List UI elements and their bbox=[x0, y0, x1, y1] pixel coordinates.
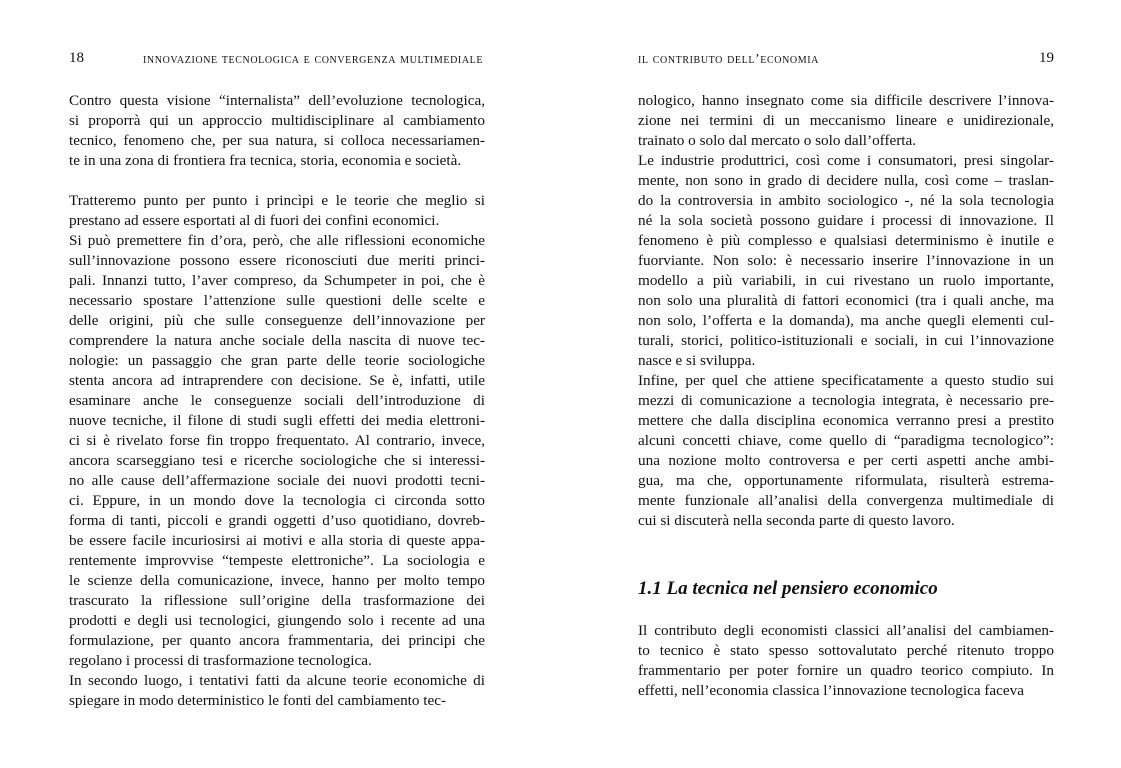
paragraph bbox=[638, 151, 1054, 371]
text-line: spiegare in modo deterministico le fonti del cambiamento tec- bbox=[69, 692, 447, 709]
text-line: né la sola società possono guidare i processi di innovazione. Il bbox=[638, 212, 1054, 229]
text-line: trainato o solo dal mercato o solo dall’offerta. bbox=[638, 132, 917, 149]
text-line: turali, storici, politico-istituzionali e sociali, in cui l’innovazione bbox=[638, 332, 1054, 349]
left-page-header bbox=[69, 49, 485, 69]
text-line: mente, non sono in grado di decidere nulla, così come – traslan- bbox=[638, 172, 1054, 189]
text-line: rentemente improvvise “tempeste elettroniche”. La sociologia e bbox=[69, 552, 485, 569]
text-line: alcuni concetti chiave, come quello di “paradigma tecnologico”: bbox=[638, 432, 1054, 449]
text-line: Tratteremo punto per punto i princìpi e le teorie che meglio si bbox=[69, 192, 485, 209]
section-heading: 1.1 La tecnica nel pensiero economico bbox=[638, 578, 938, 599]
paragraph bbox=[638, 371, 1054, 531]
text-line: nologico, hanno insegnato come sia difficile descrivere l’innova- bbox=[638, 92, 1054, 109]
paragraph-gap bbox=[69, 171, 485, 191]
paragraph bbox=[69, 91, 485, 171]
text-line: forma di tanti, piccoli e grandi oggetti d’uso quotidiano, dovreb- bbox=[69, 512, 485, 529]
text-line: ci si è rivelato forse fin troppo frequentato. Al contrario, invece, bbox=[69, 432, 485, 449]
left-running-header: innovazione tecnologica e convergenza multimediale bbox=[143, 52, 484, 67]
text-line: to tecnico è stato spesso sottovalutato perché ritenuto troppo bbox=[638, 642, 1054, 659]
text-line: formulazione, per quanto ancora frammentaria, dei principi che bbox=[69, 632, 485, 649]
right-page-header bbox=[638, 49, 1054, 69]
text-line: effetti, nell’economia classica l’innovazione tecnologica faceva bbox=[638, 682, 1024, 699]
text-line: fuorviante. Non solo: è necessario inserire l’innovazione in un bbox=[638, 252, 1054, 269]
left-page-number: 18 bbox=[69, 50, 84, 66]
paragraph bbox=[69, 231, 485, 671]
text-line: frammentario per poter fornire un quadro teorico compiuto. In bbox=[638, 662, 1054, 679]
text-line: tecnico, fenomeno che, per sua natura, si colloca necessariamen- bbox=[69, 132, 485, 149]
text-line: mente funzionale all’analisi della convergenza multimediale di bbox=[638, 492, 1054, 509]
text-line: necessario spostare l’attenzione sulle questioni delle scelte e bbox=[69, 292, 485, 309]
text-line: le scienze della comunicazione, invece, hanno per molto tempo bbox=[69, 572, 485, 589]
paragraph bbox=[638, 91, 1054, 151]
left-page bbox=[69, 0, 485, 768]
text-line: non solo, l’offerta e la domanda), ma anche quegli elementi cul- bbox=[638, 312, 1054, 329]
text-line: sull’innovazione possono essere riconosciuti due meriti princi- bbox=[69, 252, 485, 269]
section-spacer-top bbox=[638, 531, 1054, 577]
paragraph bbox=[638, 621, 1054, 701]
text-line: Le industrie produttrici, così come i consumatori, presi singolar- bbox=[638, 152, 1054, 169]
text-line: regolano i processi di trasformazione tecnologica. bbox=[69, 652, 372, 669]
text-line: una nozione molto controversa e per certi aspetti anche ambi- bbox=[638, 452, 1054, 469]
text-line: prestano ad essere esportati al di fuori dei confini economici. bbox=[69, 212, 440, 229]
right-page-number: 19 bbox=[1039, 50, 1054, 66]
text-line: modello a più variabili, in cui rivestano un ruolo importante, bbox=[638, 272, 1054, 289]
text-line: prodotti e degli usi tecnologici, giungendo solo i recente ad una bbox=[69, 612, 485, 629]
text-line: ancora scarseggiano tesi e ricerche sociologiche che si interessi- bbox=[69, 452, 485, 469]
text-line: Infine, per quel che attiene specificatamente a questo studio sui bbox=[638, 372, 1054, 389]
text-line: cui si discuterà nella seconda parte di questo lavoro. bbox=[638, 512, 955, 529]
text-line: trascurato la riflessione sull’origine della trasformazione dei bbox=[69, 592, 485, 609]
text-line: ci. Eppure, in un mondo dove la tecnologia ci circonda sotto bbox=[69, 492, 485, 509]
text-line: si proporrà qui un approccio multidisciplinare al cambiamento bbox=[69, 112, 485, 129]
text-line: mettere che dalla disciplina economica verranno presi a prestito bbox=[638, 412, 1054, 429]
text-line: stenta ancora ad intraprendere con decisione. Se è, infatti, utile bbox=[69, 372, 485, 389]
text-line: non solo una pluralità di fattori economici (tra i quali anche, ma bbox=[638, 292, 1054, 309]
text-line: pali. Innanzi tutto, l’aver compreso, da Schumpeter in poi, che è bbox=[69, 272, 485, 289]
text-line: zione nei termini di un meccanismo lineare e unidirezionale, bbox=[638, 112, 1054, 129]
text-line: be essere facile incuriosirsi ai motivi e alla storia di queste appa- bbox=[69, 532, 485, 549]
section-spacer-bottom bbox=[638, 601, 1054, 621]
text-line: In secondo luogo, i tentativi fatti da alcune teorie economiche di bbox=[69, 672, 485, 689]
text-line: gua, ma che, opportunamente riformulata, risulterà estrema- bbox=[638, 472, 1054, 489]
right-running-header: il contributo dell’economia bbox=[638, 52, 819, 67]
text-line: esaminare anche le conseguenze sociali dell’introduzione di bbox=[69, 392, 485, 409]
paragraph bbox=[69, 671, 485, 711]
text-line: no alle cause dell’affermazione sociale dei nuovi prodotti tecni- bbox=[69, 472, 485, 489]
text-line: nologie: un passaggio che gran parte delle teorie sociologiche bbox=[69, 352, 485, 369]
right-page-body bbox=[638, 91, 1054, 701]
text-line: comprendere la natura anche sociale della nascita di nuove tec- bbox=[69, 332, 485, 349]
text-line: Il contributo degli economisti classici all’analisi del cambiamen- bbox=[638, 622, 1054, 639]
text-line: delle origini, più che sulle conseguenze dell’innovazione per bbox=[69, 312, 485, 329]
paragraph bbox=[69, 191, 485, 231]
left-page-body bbox=[69, 91, 485, 711]
text-line: fenomeno è più complesso e qualsiasi determinismo è inutile e bbox=[638, 232, 1054, 249]
text-line: mezzi di comunicazione a tecnologia integrata, è necessario pre- bbox=[638, 392, 1054, 409]
right-page bbox=[638, 0, 1054, 768]
text-line: Contro questa visione “internalista” dell’evoluzione tecnologica, bbox=[69, 92, 485, 109]
text-line: do la controversia in ambito sociologico -, né la sola tecnologia bbox=[638, 192, 1054, 209]
text-line: Si può premettere fin d’ora, però, che alle riflessioni economiche bbox=[69, 232, 485, 249]
text-line: nuove tecniche, il filone di studi sugli effetti dei media elettroni- bbox=[69, 412, 485, 429]
text-line: nasce e si sviluppa. bbox=[638, 352, 756, 369]
text-line: te in una zona di frontiera fra tecnica, storia, economia e società. bbox=[69, 152, 462, 169]
